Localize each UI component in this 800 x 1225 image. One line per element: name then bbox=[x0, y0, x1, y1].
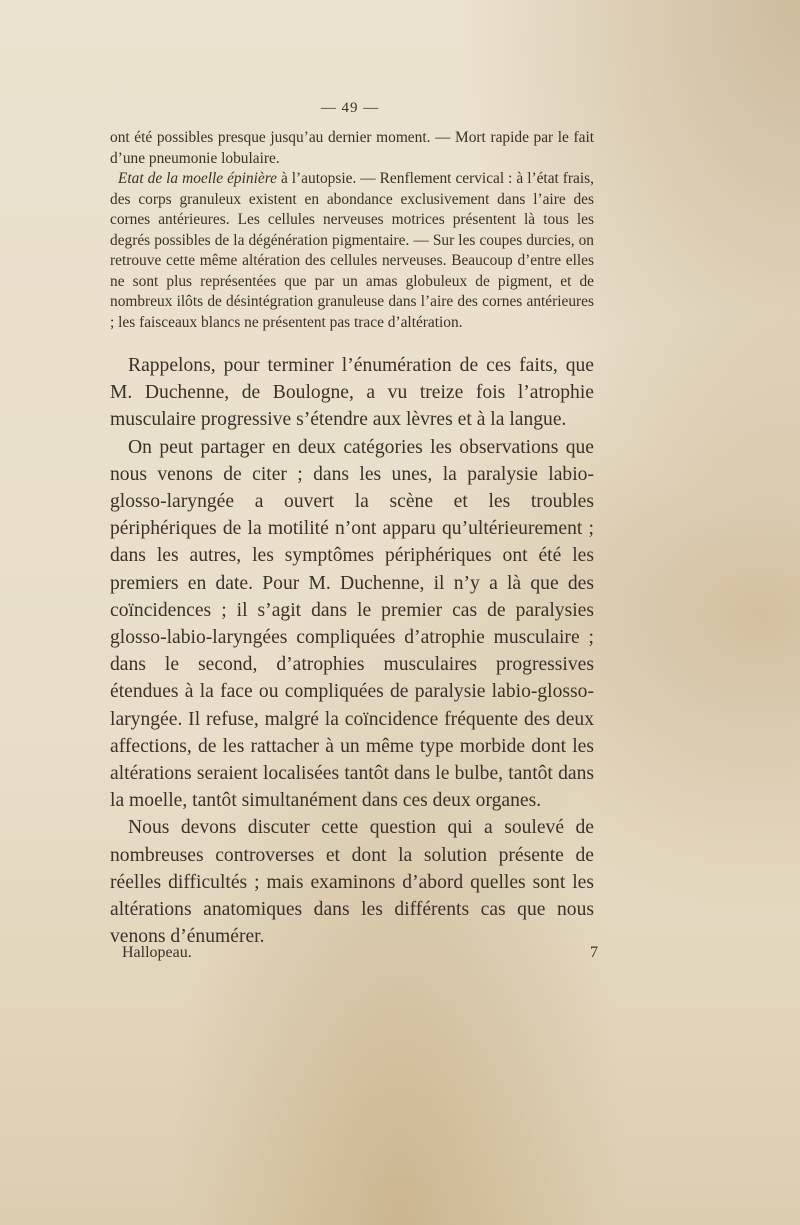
case-notes-paragraph-1: ont été possibles presque jusqu’au dernier moment. — Mort rapide par le fait d’une pneumonie lobulaire. bbox=[110, 129, 594, 167]
case-notes bbox=[110, 128, 594, 333]
main-paragraph-3: Nous devons discuter cette question qui a soulevé de nombreuses controverses et dont la solution présente de réelles difficultés ; mais examinons d’abord quelles sont les altérations anatomiques dans les différents cas que nous venons d’énumérer. bbox=[110, 817, 594, 948]
footer-author: Hallopeau. bbox=[122, 944, 192, 961]
italic-lead: Etat de la moelle épinière bbox=[118, 170, 277, 187]
main-paragraph-1: Rappelons, pour terminer l’énumération de ces faits, que M. Duchenne, de Boulogne, a vu treize fois l’atrophie musculaire progressive s’étendre aux lèvres et à la langue. bbox=[110, 355, 594, 431]
case-notes-paragraph-2 bbox=[110, 169, 594, 333]
footer-signature: 7 bbox=[590, 944, 598, 961]
case-notes-paragraph-2-body: à l’autopsie. — Renflement cervical : à l’état frais, des corps granuleux existent en abondance exclusivement dans l’aire des cornes antérieures. Les cellules nerveuses motrices présentent là tous les degrés possibles de la dégénération pigmentaire. — Sur les coupes durcies, on retrouve cette même altération des cellules nerveuses. Beaucoup d’entre elles ne sont plus représentées que par un amas globuleux de pigment, et de nombreux ilôts de désintégration granuleuse dans l’aire des cornes antérieures ; les faisceaux blancs ne présentent pas trace d’altération. bbox=[110, 170, 594, 331]
main-paragraph-2: On peut partager en deux catégories les observations que nous venons de citer ; dans les unes, la paralysie labio-glosso-laryngée a ouvert la scène et les troubles périphériques de la motilité n’ont apparu qu’ultérieurement ; dans les autres, les symptômes périphériques ont été les premiers en date. Pour M. Duchenne, il n’y a là que des coïncidences ; il s’agit dans le premier cas de paralysies glosso-labio-laryngées compliquées d’atrophie musculaire ; dans le second, d’atrophies musculaires progressives étendues à la face ou compliquées de paralysie labio-glosso-laryngée. Il refuse, malgré la coïncidence fréquente des deux affections, de les rattacher à un même type morbide dont les altérations seraient localisées tantôt dans le bulbe, tantôt dans la moelle, tantôt simultanément dans ces deux organes. bbox=[110, 436, 594, 812]
page-number: — 49 — bbox=[320, 100, 380, 116]
main-text bbox=[110, 352, 594, 950]
